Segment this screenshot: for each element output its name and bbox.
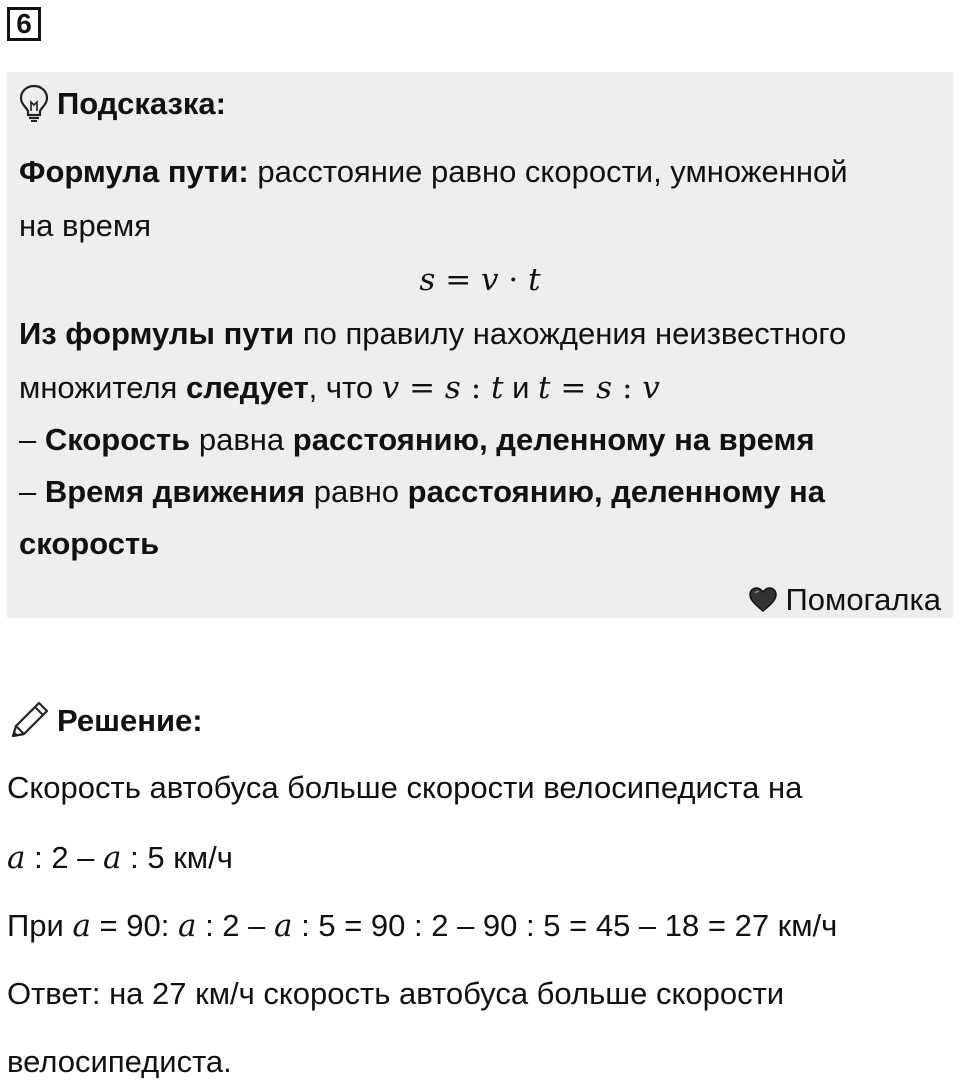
solution-line-1: Скорость автобуса больше скорости велосипедиста на bbox=[7, 770, 803, 805]
time-rule-line-1: – Время движения равно расстоянию, деленному на bbox=[19, 474, 825, 509]
speed-rule: – Скорость равна расстоянию, деленному на время bbox=[19, 422, 815, 457]
hint-title bbox=[19, 84, 226, 122]
multiplier-line: множителя следует, что v = s : t и t = s : v bbox=[19, 370, 660, 406]
solution-line-2: a : 2 – a : 5 км/ч bbox=[7, 840, 233, 876]
hint-title-label: Подсказка: bbox=[57, 85, 226, 121]
brand-label: Помогалка bbox=[785, 582, 941, 617]
solution-title-label: Решение: bbox=[57, 702, 203, 738]
task-number: 6 bbox=[7, 7, 41, 41]
formula-equation: s = v · t bbox=[419, 262, 541, 298]
answer-line-2: велосипедиста. bbox=[7, 1044, 232, 1079]
heart-icon bbox=[749, 587, 777, 613]
answer-line-1: Ответ: на 27 км/ч скорость автобуса больше скорости bbox=[7, 976, 785, 1011]
time-rule-line-2: скорость bbox=[19, 526, 160, 561]
from-formula-line: Из формулы пути по правилу нахождения неизвестного bbox=[19, 316, 847, 351]
brand-signature bbox=[749, 582, 941, 618]
pencil-icon bbox=[7, 700, 51, 740]
solution-line-3: При a = 90: a : 2 – a : 5 = 90 : 2 – 90 : 5 = 45 – 18 = 27 км/ч bbox=[7, 908, 838, 944]
lightbulb-icon bbox=[19, 84, 49, 122]
solution-title bbox=[7, 700, 203, 740]
hint-box bbox=[7, 72, 953, 618]
formula-line-2: на время bbox=[19, 208, 152, 243]
formula-line-1: Формула пути: расстояние равно скорости, умноженной bbox=[19, 154, 848, 189]
